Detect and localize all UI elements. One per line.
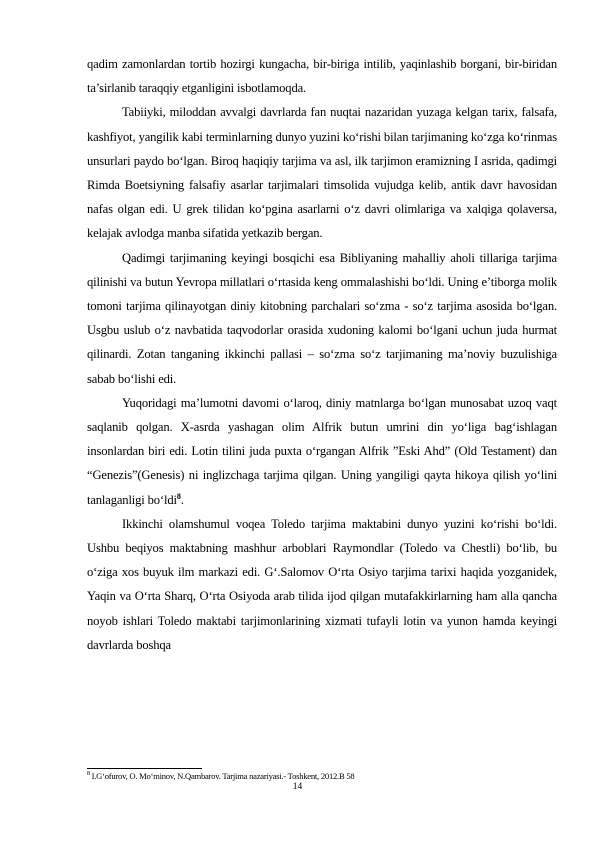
paragraph-translation-origins: Tabiiyki, miloddan avvalgi davrlarda fan nuqtai nazaridan yuzaga kelgan tarix, falsafa, kashfiyot, yangilik kabi terminlarning dunyo yuzini ko‘rishi bilan tarjimaning ko‘zga ko‘rinmas unsurlari paydo bo‘lgan. Biroq haqiqiy tarjima va asl, ilk tarjimon eramizning I asrida, qadimgi Rimda Boetsiyning falsafiy asarlar tarjimalari timsolida vujudga kelib, antik davr havosidan nafas olgan edi. U grek tilidan ko‘pgina asarlarni o‘z davri olimlariga va xalqiga qolaversa, kelajak avlodga manba sifatida yetkazib bergan. — [87, 105, 557, 241]
document-body — [87, 52, 557, 657]
paragraph-alfrik-end: . — [180, 492, 184, 507]
footnote-marker: 8 — [87, 771, 90, 778]
paragraph-alfrik-text: Yuqoridagi ma’lumotni davomi o‘laroq, diniy matnlarga bo‘lgan munosabat uzoq vaqt saqlanib qolgan. X-asrda yashagan olim Alfrik butun umrini din yo‘liga bag‘ishlagan insonlardan biri edi. Lotin tilini juda puxta o‘rgangan Alfrik ”Eski Ahd” (Old Testament) dan “Genezis”(Genesis) ni inglizchaga tarjima qilgan. Uning yangiligi qayta hikoya qilish yo‘lini tanlaganligi bo‘ldi — [87, 395, 557, 507]
footnote-text: I.G‘ofurov, O. Mo‘minov, N.Qambarov. Tarjima nazariyasi.- Toshkent, 2012.B 58 — [89, 771, 355, 781]
footnote — [87, 771, 557, 781]
footnote-reference[interactable]: 8 — [176, 491, 181, 501]
paragraph-alfrik — [87, 391, 557, 512]
paragraph-bible-translation: Qadimgi tarjimaning keyingi bosqichi esa Bibliyaning mahalliy aholi tillariga tarjima qilinishi va butun Yevropa millatlari o‘rtasida keng ommalashishi bo‘ldi. Uning e’tiborga molik tomoni tarjima qilinayotgan diniy kitobning parchalari so‘zma - so‘z tarjima asosida bo‘lgan. Usgbu uslub o‘z navbatida taqvodorlar orasida xudoning kalomi bo‘lgani uchun juda hurmat qilinardi. Zotan tanganing ikkinchi pallasi – so‘zma so‘z tarjimaning ma’noviy buzulishiga sabab bo‘lishi edi. — [87, 250, 557, 386]
paragraph-toledo-school: Ikkinchi olamshumul voqea Toledo tarjima maktabini dunyo yuzini ko‘rishi bo‘ldi. Ushbu beqiyos maktabning mashhur arboblari Raymondlar (Toledo va Chestli) bo‘lib, bu o‘ziga xos buyuk ilm markazi edi. G‘.Salomov O‘rta Osiyo tarjima tarixi haqida yozganidek, Yaqin va O‘rta Sharq, O‘rta Osiyoda arab tilida ijod qilgan mutafakkirlarning ham alla qancha noyob ishlari Toledo maktabi tarjimonlarining xizmati tufayli lotin va yunon hamda keyingi davrlarda boshqa — [87, 516, 557, 652]
page-number: 14 — [292, 782, 303, 792]
footnote-divider — [87, 768, 202, 769]
paragraph-continuation: qadim zamonlardan tortib hozirgi kungacha, bir-biriga intilib, yaqinlashib borgani, bir-biridan ta’sirlanib taraqqiy etganligini isbotlamoqda. — [87, 57, 557, 96]
